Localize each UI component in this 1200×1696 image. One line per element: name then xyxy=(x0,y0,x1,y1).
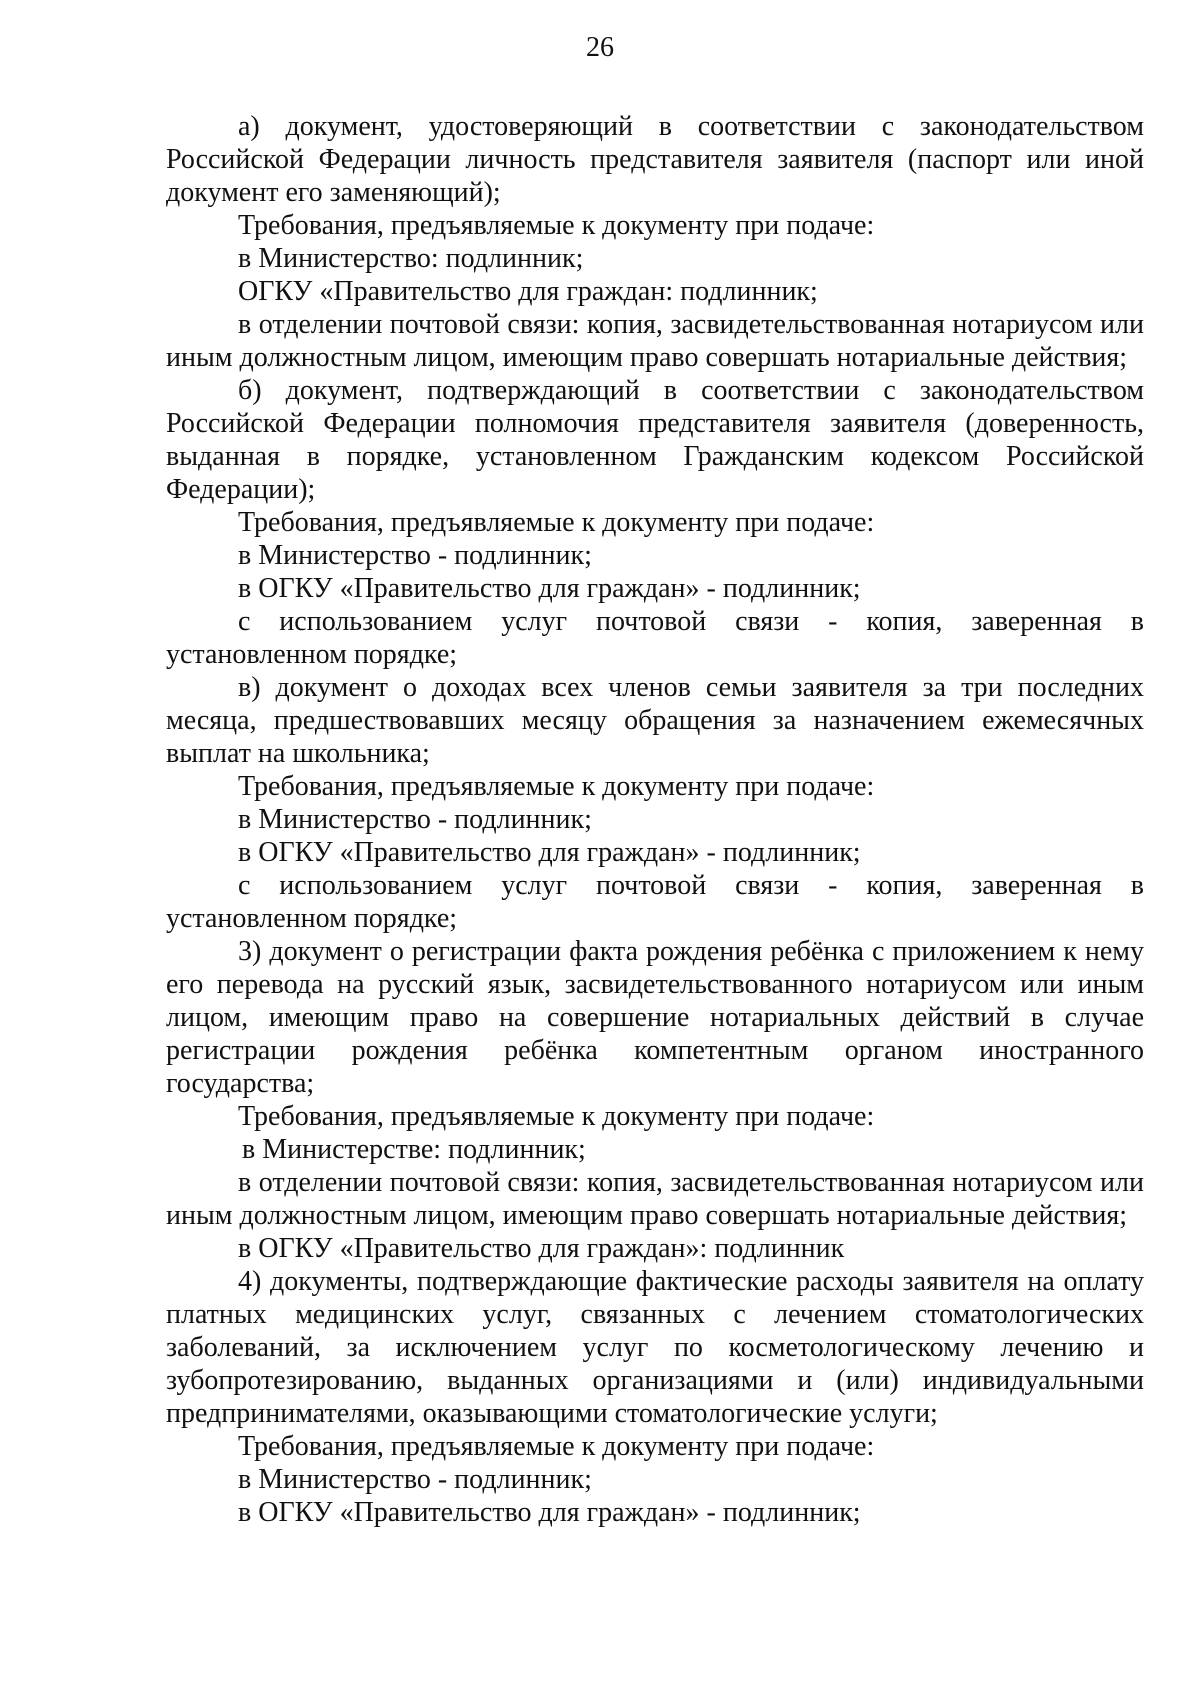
paragraph: в Министерство: подлинник; xyxy=(238,243,584,274)
paragraph: с использованием услуг почтовой связи - копия, заверенная в установленном порядке; xyxy=(166,870,1144,934)
paragraph: в ОГКУ «Правительство для граждан» - подлинник; xyxy=(238,1497,861,1528)
paragraph: в Министерство - подлинник; xyxy=(238,1464,592,1495)
paragraph: в Министерство - подлинник; xyxy=(238,804,592,835)
paragraph: Требования, предъявляемые к документу при подаче: xyxy=(238,771,875,802)
paragraph: в отделении почтовой связи: копия, засвидетельствованная нотариусом или иным должностным лицом, имеющим право совершать нотариальные действия; xyxy=(166,1167,1144,1231)
paragraph: в Министерство - подлинник; xyxy=(238,540,592,571)
paragraph: в Министерстве: подлинник; xyxy=(242,1134,586,1165)
paragraph: Требования, предъявляемые к документу при подаче: xyxy=(238,507,875,538)
paragraph: а) документ, удостоверяющий в соответствии с законодательством Российской Федерации личность представителя заявителя (паспорт или иной документ его заменяющий); xyxy=(166,111,1144,208)
paragraph: в отделении почтовой связи: копия, засвидетельствованная нотариусом или иным должностным лицом, имеющим право совершать нотариальные действия; xyxy=(166,309,1144,373)
paragraph: Требования, предъявляемые к документу при подаче: xyxy=(238,1431,875,1462)
paragraph: 4) документы, подтверждающие фактические расходы заявителя на оплату платных медицинских услуг, связанных с лечением стоматологических заболеваний, за исключением услуг по косметологическому лечению и зубопротезированию, выданных организациями и (или) индивидуальными предпринимателями, оказывающими стоматологические услуги; xyxy=(166,1266,1144,1429)
paragraph: 3) документ о регистрации факта рождения ребёнка с приложением к нему его перевода на русский язык, засвидетельствованного нотариусом или иным лицом, имеющим право на совершение нотариальных действий в случае регистрации рождения ребёнка компетентным органом иностранного государства; xyxy=(166,936,1144,1099)
paragraph: в) документ о доходах всех членов семьи заявителя за три последних месяца, предшествовавших месяцу обращения за назначением ежемесячных выплат на школьника; xyxy=(166,672,1144,769)
paragraph: с использованием услуг почтовой связи - копия, заверенная в установленном порядке; xyxy=(166,606,1144,670)
paragraph: Требования, предъявляемые к документу при подаче: xyxy=(238,210,875,241)
paragraph: Требования, предъявляемые к документу при подаче: xyxy=(238,1101,875,1132)
paragraph: в ОГКУ «Правительство для граждан» - подлинник; xyxy=(238,573,861,604)
paragraph: в ОГКУ «Правительство для граждан» - подлинник; xyxy=(238,837,861,868)
paragraph: ОГКУ «Правительство для граждан: подлинник; xyxy=(238,276,818,307)
paragraph: в ОГКУ «Правительство для граждан»: подлинник xyxy=(238,1233,845,1264)
page-number: 26 xyxy=(586,32,614,63)
document-body xyxy=(166,110,1144,1529)
paragraph: б) документ, подтверждающий в соответствии с законодательством Российской Федерации полномочия представителя заявителя (доверенность, выданная в порядке, установленном Гражданским кодексом Российской Федерации); xyxy=(166,375,1144,505)
